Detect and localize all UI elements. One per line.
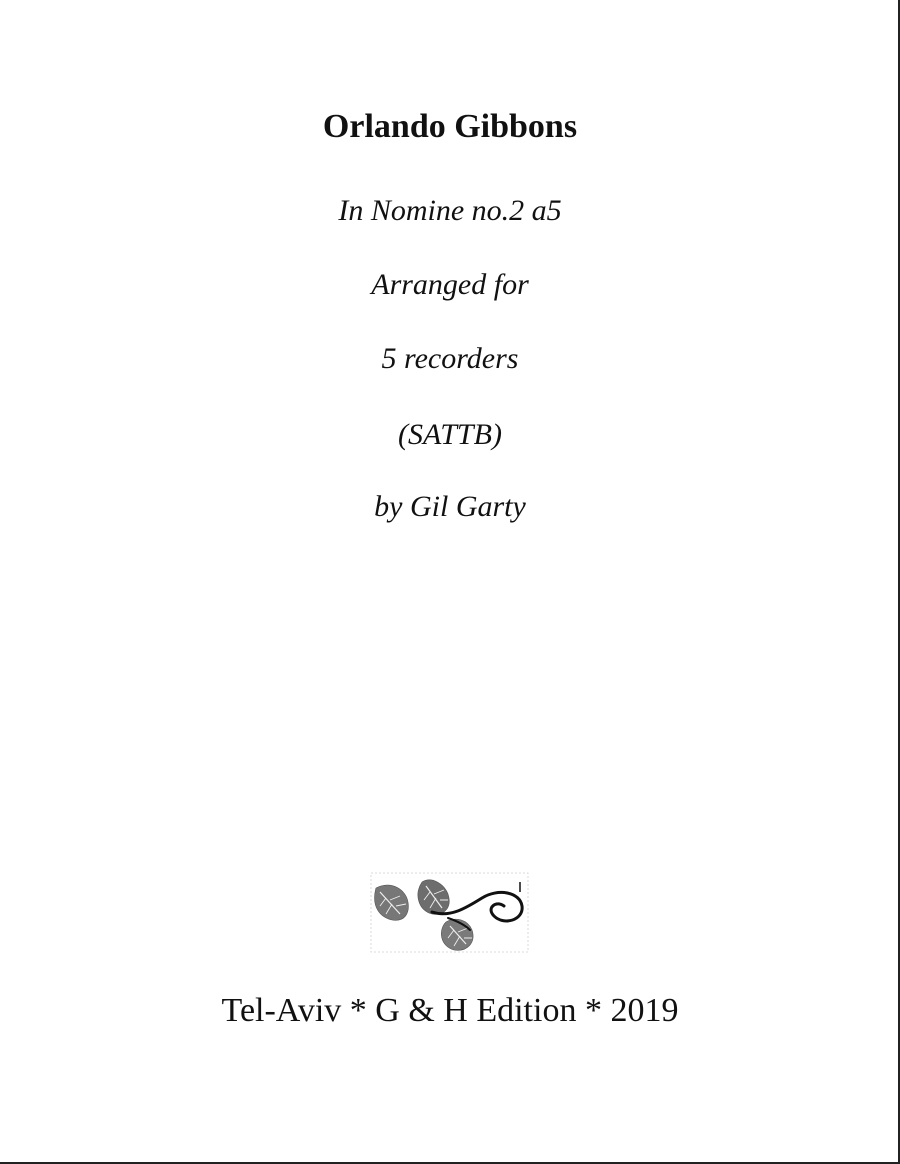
instrumentation: 5 recorders bbox=[381, 342, 519, 375]
composer-name: Orlando Gibbons bbox=[322, 108, 578, 145]
voicing: (SATTB) bbox=[398, 418, 502, 451]
arranged-for-label: Arranged for bbox=[371, 268, 529, 301]
leaf-swirl-ornament-icon bbox=[370, 872, 530, 956]
work-title: In Nomine no.2 a5 bbox=[338, 194, 562, 227]
arranger-credit: by Gil Garty bbox=[374, 490, 526, 523]
publisher-footer: Tel-Aviv * G & H Edition * 2019 bbox=[221, 992, 679, 1029]
